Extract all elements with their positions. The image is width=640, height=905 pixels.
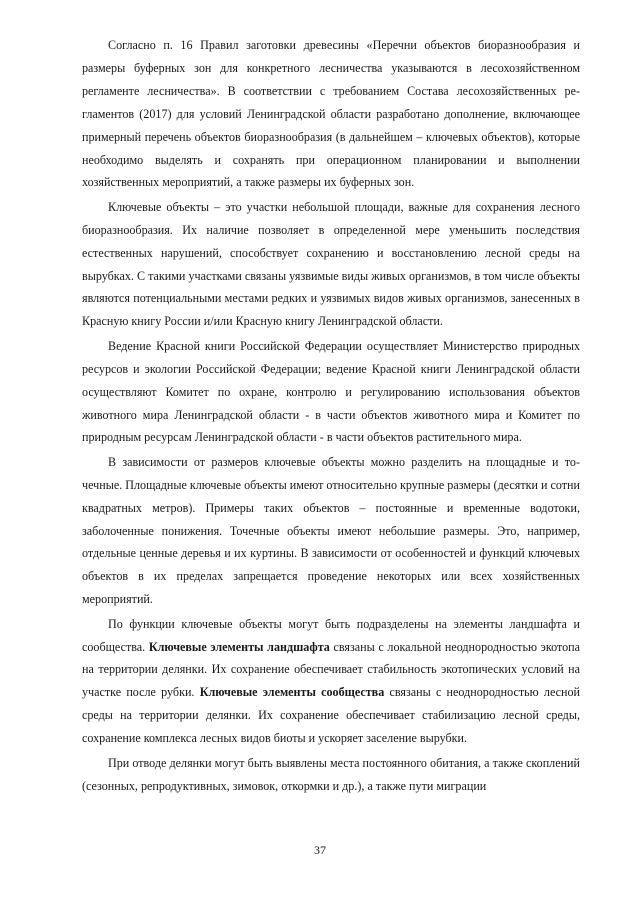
paragraph-text: Ключевые объекты – это участки небольшой площади, важные для сохранения лесного биоразнообразия. Их наличие позволяет в определенной мере уменьшить последствия естественных нарушений, способствует сохранению и восстановлению лесной среды на вырубках. С такими участками связаны уязвимые виды живых организмов, в том числе объекты являются потенциальными местами редких и уязвимых видов живых организмов, занесенных в Красную книгу России и/или Красную книгу Ленинградской области. <box>82 199 580 329</box>
bold-term: Ключевые элементы сообщества <box>199 685 385 700</box>
paragraph-text: Согласно п. 16 Правил заготовки древесины «Перечни объектов биоразнообразия и размеры буферных зон для конкретного лесничества указываются в лесохозяйственном регламенте лесничества». В соответствии с требованием Состава лесохозяйственных регламентов (2017) для условий Ленинградской области разработано дополнение, включающее примерный перечень объектов биоразнообразия (в дальнейшем – ключевых объектов), которые необходимо выделять и сохранять при операционном планировании и выполнении хозяйственных мероприятий, а также размеры их буферных зон. <box>82 38 580 190</box>
paragraph-text: При отводе делянки могут быть выявлены места постоянного обитания, а также скоплений (сезонных, репродуктивных, зимовок, откормки и др.), а также пути миграции <box>82 755 580 793</box>
paragraph <box>82 752 580 798</box>
paragraph <box>82 451 580 611</box>
paragraph <box>82 613 580 750</box>
paragraph-text: связаны с неоднородностью лесной среды на территории делянки. Их сохранение обеспечивает стабилизацию лесной среды, сохранение комплекса лесных видов биоты и ускоряет заселение вырубки. <box>82 685 580 746</box>
page-number: 37 <box>314 843 326 857</box>
paragraph-text: По функции ключевые объекты могут быть подразделены на элементы ландшафта и сообщества. <box>82 616 580 654</box>
paragraph-text: Ведение Красной книги Российской Федерации осуществляет Министерство природных ресурсов и экологии Российской Федерации; ведение Красной книги Ленинградской области осуществляют Комитет по охране, контролю и регулированию использования объектов животного мира Ленинградской области - в части объектов животного мира и Комитет по природным ресурсам Ленинградской области - в части объектов растительного мира. <box>82 338 580 445</box>
paragraph <box>82 335 580 450</box>
document-body <box>82 34 580 797</box>
paragraph-text: В зависимости от размеров ключевые объекты можно разделить на площадные и точечные. Площадные ключевые объекты имеют относительно крупные размеры (десятки и сотни квадратных метров). Примеры таких объектов – постоянные и временные водотоки, заболоченные понижения. Точечные объекты имеют небольшие размеры. Это, например, отдельные ценные деревья и их куртины. В зависимости от особенностей и функций ключевых объектов в их пределах запрещается проведение некоторых или всех хозяйственных мероприятий. <box>82 454 580 607</box>
bold-term: Ключевые элементы ландшафта <box>148 639 330 654</box>
paragraph <box>82 196 580 333</box>
paragraph-text: связаны с локальной неоднородностью экотопа на территории делянки. Их сохранение обеспечивает стабильность экотопических условий на участке после рубки. <box>82 639 580 700</box>
paragraph <box>82 34 580 194</box>
